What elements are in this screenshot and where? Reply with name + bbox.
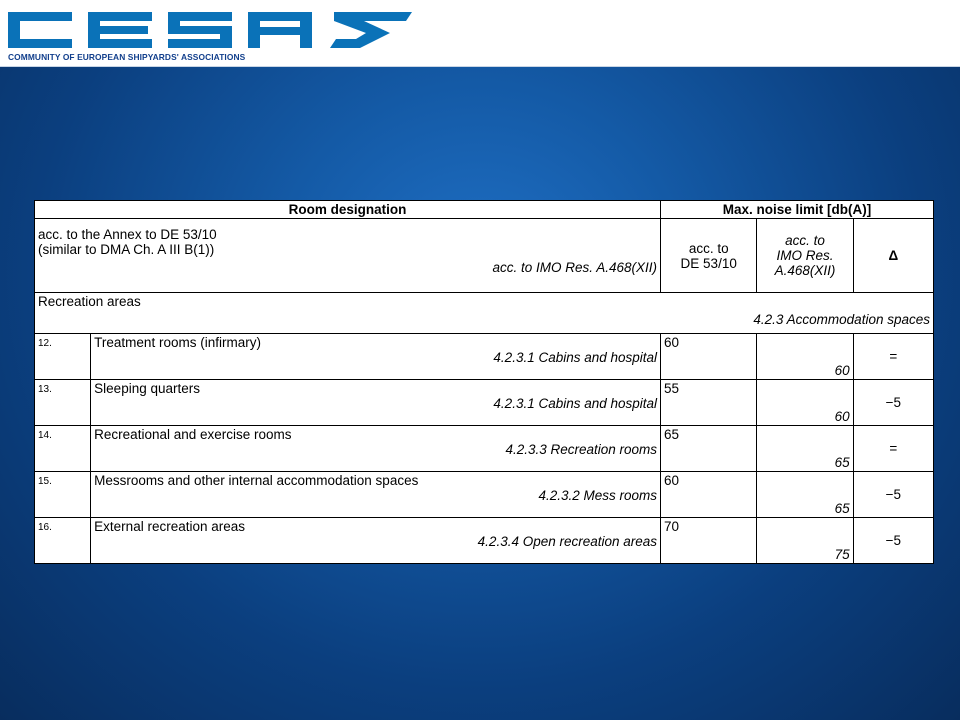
- table-row: [35, 380, 934, 426]
- delta-value: =: [853, 426, 933, 472]
- header-row-2: [35, 219, 934, 293]
- room-name: Sleeping quarters: [94, 381, 200, 396]
- room-name: External recreation areas: [94, 519, 245, 534]
- room-name: Recreational and exercise rooms: [94, 427, 292, 442]
- delta-value: −5: [853, 472, 933, 518]
- room-name-cell: [91, 380, 661, 426]
- de-limit-value: 55: [661, 380, 757, 426]
- logo-tagline: COMMUNITY OF EUROPEAN SHIPYARDS' ASSOCIATIONS: [8, 52, 246, 62]
- imo-room-reference: 4.2.3.1 Cabins and hospital: [493, 350, 658, 365]
- imo-room-reference: 4.2.3.3 Recreation rooms: [505, 442, 658, 457]
- table-row: [35, 426, 934, 472]
- imo-limit-header: acc. to IMO Res. A.468(XII): [757, 219, 853, 293]
- de-limit-value: 60: [661, 334, 757, 380]
- section-title: Recreation areas: [38, 294, 141, 309]
- table-row: [35, 472, 934, 518]
- imo-limit-value: 75: [757, 518, 853, 564]
- room-designation-subheader: [35, 219, 661, 293]
- imo-limit-value: 65: [757, 426, 853, 472]
- noise-limit-table: [34, 200, 934, 564]
- room-name-cell: [91, 426, 661, 472]
- imo-room-reference: 4.2.3.1 Cabins and hospital: [493, 396, 658, 411]
- delta-value: −5: [853, 380, 933, 426]
- row-number: 12.: [35, 334, 91, 380]
- imo-limit-value: 65: [757, 472, 853, 518]
- row-number: 16.: [35, 518, 91, 564]
- cesa-logo: [4, 4, 424, 54]
- imo-reference: acc. to IMO Res. A.468(XII): [492, 260, 658, 275]
- section-cell: [35, 293, 934, 334]
- room-name: Messrooms and other internal accommodation spaces: [94, 473, 419, 488]
- de-limit-value: 60: [661, 472, 757, 518]
- header-banner: [0, 0, 960, 67]
- de-limit-value: 65: [661, 426, 757, 472]
- imo-limit-value: 60: [757, 380, 853, 426]
- room-name-cell: [91, 472, 661, 518]
- header-row-1: [35, 201, 934, 219]
- imo-limit-value: 60: [757, 334, 853, 380]
- room-name-cell: [91, 334, 661, 380]
- de-limit-value: 70: [661, 518, 757, 564]
- max-noise-limit-header: Max. noise limit [db(A)]: [661, 201, 934, 219]
- de-limit-header: acc. to DE 53/10: [661, 219, 757, 293]
- annex-reference-line1: acc. to the Annex to DE 53/10: [38, 227, 217, 242]
- row-number: 13.: [35, 380, 91, 426]
- imo-room-reference: 4.2.3.2 Mess rooms: [538, 488, 658, 503]
- table-row: [35, 334, 934, 380]
- section-reference: 4.2.3 Accommodation spaces: [753, 312, 930, 327]
- delta-value: −5: [853, 518, 933, 564]
- room-name-cell: [91, 518, 661, 564]
- imo-room-reference: 4.2.3.4 Open recreation areas: [477, 534, 658, 549]
- annex-reference-line2: (similar to DMA Ch. A III B(1)): [38, 242, 215, 257]
- row-number: 15.: [35, 472, 91, 518]
- delta-value: =: [853, 334, 933, 380]
- row-number: 14.: [35, 426, 91, 472]
- room-designation-header: Room designation: [35, 201, 661, 219]
- section-row: [35, 293, 934, 334]
- delta-header: Δ: [853, 219, 933, 293]
- table-row: [35, 518, 934, 564]
- room-name: Treatment rooms (infirmary): [94, 335, 261, 350]
